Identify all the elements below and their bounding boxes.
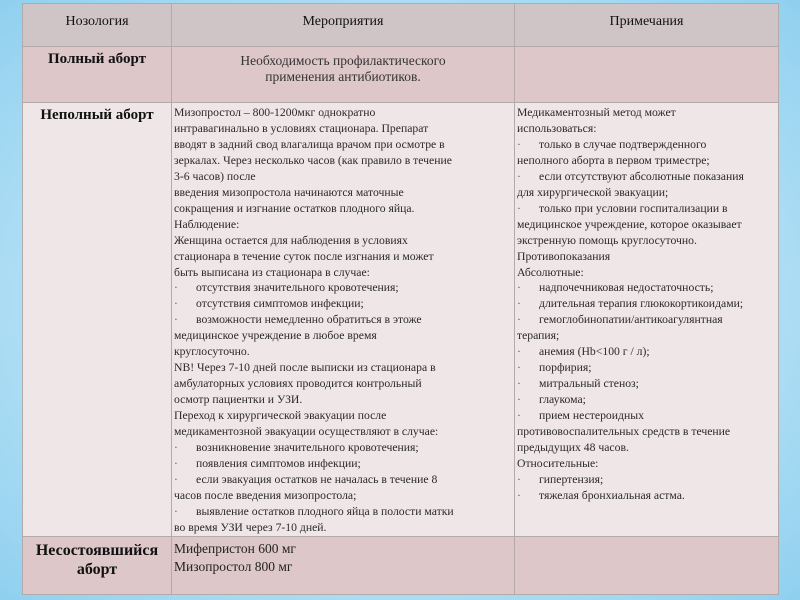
bullet-icon: · [174,456,178,470]
bullet-icon: · [174,472,178,486]
bullet-icon: · [517,409,521,423]
text-line [517,392,774,408]
bullet-icon: · [517,137,521,151]
line-text: Медикаментозный метод может [517,106,676,119]
bullet-icon: · [174,281,178,295]
text-line [174,137,511,153]
bullet-icon: · [517,297,521,311]
header-measures: Мероприятия [172,4,515,47]
line-text: анемия (Hb<100 г / л); [539,345,650,359]
line-text: использоваться: [517,121,597,135]
text-line [517,153,774,169]
text-line [517,344,774,360]
line-text: терапия; [517,329,560,343]
header-nosology: Нозология [23,4,172,47]
line-text: Женщина остается для наблюдения в условиях [174,233,408,247]
text-line [517,408,774,424]
line-text: интравагинально в условиях стационара. Препарат [174,121,429,135]
text-line [517,328,774,344]
bullet-icon: · [517,361,521,375]
text-line [174,249,511,265]
line-text: глаукома; [539,393,586,407]
bullet-icon: · [174,441,178,455]
text-line [174,360,511,376]
text-line [174,105,511,121]
text-line [517,217,774,233]
line-text: введения мизопростола начинаются маточные [174,185,404,199]
line-text: отсутствия значительного кровотечения; [196,281,399,295]
line-text: Наблюдение: [174,217,240,231]
line-text: медицинское учреждение, которое оказывает [517,217,742,231]
line-text: гемоглобинопатии/антикоагулянтная [539,313,723,327]
measures-complete-abortion [172,47,515,103]
bullet-icon: · [517,313,521,327]
notes-complete-abortion [515,47,779,103]
line-text: экстренную помощь круглосуточно. [517,233,697,247]
text-line [517,456,774,472]
text-line [517,424,774,440]
line-text: во время УЗИ через 7-10 дней. [174,520,327,534]
line-text: быть выписана из стационара в случае: [174,265,370,279]
text-line [174,376,511,392]
text-line [174,344,511,360]
line-text: надпочечниковая недостаточность; [539,281,714,295]
bullet-icon: · [517,377,521,391]
line-text: выявление остатков плодного яйца в полости матки [196,504,454,518]
bullet-icon: · [517,393,521,407]
line-text: медикаментозной эвакуации осуществляют в случае: [174,425,439,439]
line-text: часов после введения мизопростола; [174,488,357,502]
line-text: если отсутствуют абсолютные показания [539,169,744,183]
line-text: неполного аборта в первом триместре; [517,153,710,167]
line-text: 3-6 часов) после [174,169,256,183]
measures-missed-abortion [172,537,515,595]
line-text: круглосуточно. [174,345,250,359]
table-row-incomplete-abortion [23,103,779,537]
text-line [174,504,511,520]
text-line [517,185,774,201]
line-text: возникновение значительного кровотечения; [196,441,419,455]
line-text: длительная терапия глюкокортикоидами; [539,297,744,311]
nosology-complete-abortion: Полный аборт [23,47,172,103]
measures-incomplete-abortion [172,103,515,537]
line-text: предыдущих 48 часов. [517,441,629,455]
line-text: сокращения и изгнание остатков плодного яйца. [174,201,415,215]
line-text: амбулаторных условиях проводится контрольный [174,377,422,391]
text-line [174,217,511,233]
text-line [174,153,511,169]
text-line [174,520,511,536]
line-text: только при условии госпитализации в [539,201,728,215]
text-line [174,185,511,201]
bullet-icon: · [517,488,521,502]
text-line [174,392,511,408]
nosology-incomplete-abortion: Неполный аборт [23,103,172,537]
text-line [517,233,774,249]
line-text: прием нестероидных [539,409,644,423]
line-text: если эвакуация остатков не началась в течение 8 [196,472,438,486]
line-text: Переход к хирургической эвакуации после [174,409,387,423]
line-text: противовоспалительных средств в течение [517,425,731,439]
notes-incomplete-abortion [515,103,779,537]
measures-line: Мизопростол 800 мг [174,559,293,574]
text-line [174,488,511,504]
bullet-icon: · [517,169,521,183]
line-text: осмотр пациентки и УЗИ. [174,393,303,407]
line-text: NB! Через 7-10 дней после выписки из стационара в [174,361,436,375]
bullet-icon: · [174,504,178,518]
text-line [517,105,774,121]
text-line [517,472,774,488]
line-text: отсутствия симптомов инфекции; [196,297,364,311]
text-line [174,312,511,328]
line-text: возможности немедленно обратиться в этоже [196,313,422,327]
bullet-icon: · [517,345,521,359]
text-line [517,440,774,456]
text-line [517,137,774,153]
text-line [517,265,774,281]
bullet-icon: · [174,297,178,311]
text-line [517,360,774,376]
line-text: Абсолютные: [517,265,584,279]
text-line [174,233,511,249]
text-line [174,169,511,185]
line-text: для хирургической эвакуации; [517,185,669,199]
abortion-management-table [22,3,779,595]
text-line [517,201,774,217]
text-line [517,376,774,392]
text-line [517,249,774,265]
table-header-row [23,4,779,47]
text-line [517,312,774,328]
line-text: Мизопростол – 800-1200мкг однократно [174,106,376,119]
text-line [174,201,511,217]
measures-line: Мифепристон 600 мг [174,541,296,556]
text-line [174,408,511,424]
line-text: медицинское учреждение в любое время [174,329,377,343]
text-line [174,265,511,281]
line-text: появления симптомов инфекции; [196,456,361,470]
line-text: зеркалах. Через несколько часов (как правило в течение [174,153,452,167]
line-text: порфирия; [539,361,592,375]
text-line [517,296,774,312]
bullet-icon: · [517,201,521,215]
line-text: Относительные: [517,456,599,470]
measures-line: применения антибиотиков. [265,69,421,84]
line-text: стационара в течение суток после изгнания и может [174,249,434,263]
table-row-missed-abortion [23,537,779,595]
line-text: гипертензия; [539,472,604,486]
bullet-icon: · [517,472,521,486]
measures-line: Необходимость профилактического [240,53,446,68]
text-line [174,280,511,296]
text-line [517,121,774,137]
text-line [517,169,774,185]
text-line [174,328,511,344]
nosology-missed-abortion: Несостоявшийся аборт [23,537,172,595]
text-line [174,472,511,488]
text-line [174,456,511,472]
line-text: тяжелая бронхиальная астма. [539,488,685,502]
line-text: митральный стеноз; [539,377,639,391]
bullet-icon: · [517,281,521,295]
text-line [517,280,774,296]
line-text: только в случае подтвержденного [539,137,707,151]
header-notes: Примечания [515,4,779,47]
line-text: Противопоказания [517,249,611,263]
text-line [517,488,774,504]
text-line [174,121,511,137]
text-line [174,296,511,312]
text-line [174,440,511,456]
line-text: вводят в задний свод влагалища врачом при осмотре в [174,137,445,151]
bullet-icon: · [174,313,178,327]
text-line [174,424,511,440]
notes-missed-abortion [515,537,779,595]
table-row-complete-abortion [23,47,779,103]
